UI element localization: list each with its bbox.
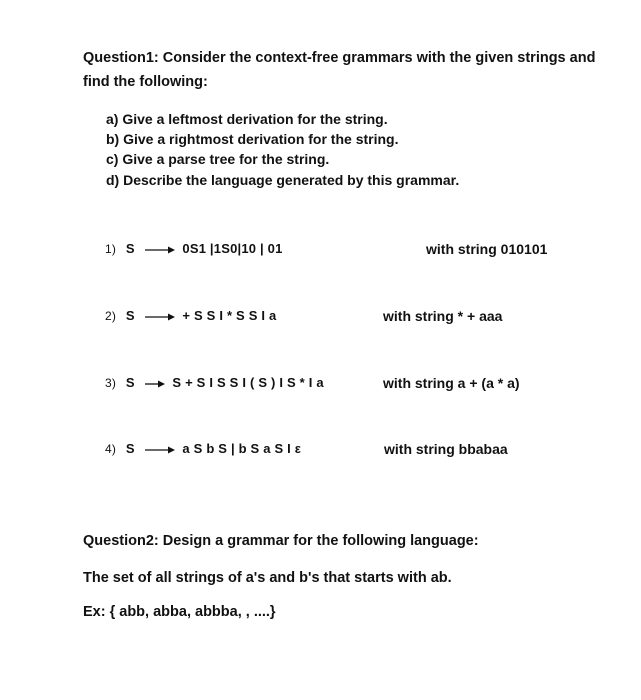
grammar-number: 1) bbox=[105, 242, 117, 256]
with-string-label: with string bbox=[383, 308, 454, 324]
part-d: d) Describe the language generated by this grammar. bbox=[106, 172, 460, 188]
question1-line2: find the following: bbox=[83, 74, 208, 90]
right-arrow-icon bbox=[145, 380, 165, 388]
grammar-rhs: a S b S | b S a S I ε bbox=[182, 441, 302, 456]
grammar-rhs: 0S1 |1S0|10 | 01 bbox=[182, 241, 283, 256]
grammar-lhs: S bbox=[125, 441, 135, 456]
grammar-number: 2) bbox=[105, 309, 117, 323]
question2-example: Ex: { abb, abba, abbba, , ....} bbox=[83, 604, 276, 620]
grammar-4 bbox=[105, 441, 301, 456]
part-c: c) Give a parse tree for the string. bbox=[106, 151, 330, 167]
grammar-1-string bbox=[426, 241, 547, 257]
grammar-3-string bbox=[383, 375, 520, 391]
grammar-rhs: S + S I S S I ( S ) I S * I a bbox=[172, 375, 324, 390]
grammar-3 bbox=[105, 375, 324, 390]
grammar-number: 4) bbox=[105, 442, 117, 456]
grammar-rhs: + S S I * S S I a bbox=[182, 308, 277, 323]
part-a: a) Give a leftmost derivation for the string. bbox=[106, 111, 388, 127]
question2-line2: The set of all strings of a's and b's that starts with ab. bbox=[83, 570, 452, 586]
grammar-number: 3) bbox=[105, 376, 117, 390]
grammar-lhs: S bbox=[125, 308, 135, 323]
grammar-lhs: S bbox=[125, 375, 135, 390]
grammar-2-string bbox=[383, 308, 502, 324]
target-string: a + (a * a) bbox=[457, 375, 520, 391]
with-string-label: with string bbox=[426, 241, 497, 257]
target-string: bbabaa bbox=[458, 441, 508, 457]
grammar-4-string bbox=[384, 441, 508, 457]
right-arrow-icon bbox=[145, 313, 175, 321]
grammar-lhs: S bbox=[125, 241, 135, 256]
right-arrow-icon bbox=[145, 246, 175, 254]
target-string: * + aaa bbox=[457, 308, 503, 324]
part-b: b) Give a rightmost derivation for the string. bbox=[106, 131, 399, 147]
right-arrow-icon bbox=[145, 446, 175, 454]
with-string-label: with string bbox=[384, 441, 455, 457]
with-string-label: with string bbox=[383, 375, 454, 391]
grammar-1 bbox=[105, 241, 283, 256]
target-string: 010101 bbox=[500, 241, 548, 257]
question1-line1: Question1: Consider the context-free grammars with the given strings and bbox=[83, 50, 596, 66]
question2-line1: Question2: Design a grammar for the following language: bbox=[83, 533, 479, 549]
grammar-2 bbox=[105, 308, 276, 323]
